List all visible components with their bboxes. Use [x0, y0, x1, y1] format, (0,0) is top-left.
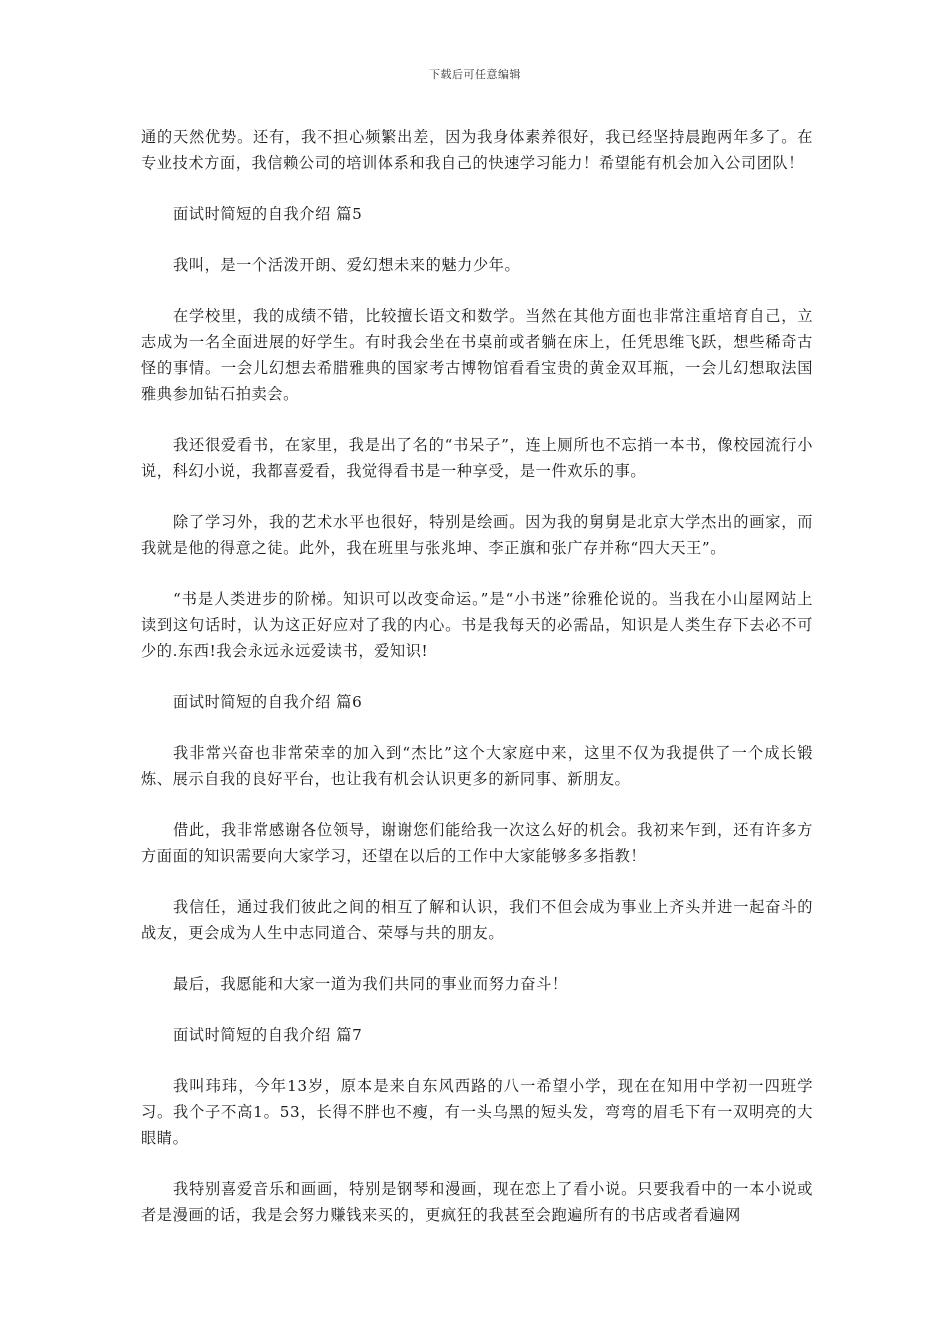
paragraph: 我信任，通过我们彼此之间的相互了解和认识，我们不但会成为事业上齐头并进一起奋斗的战友，更会成为人生中志同道合、荣辱与共的朋友。	[141, 898, 813, 942]
document-body	[141, 124, 813, 1253]
page-header: 下载后可任意编辑	[429, 68, 521, 81]
paragraph: 我叫玮玮，今年13岁，原本是来自东风西路的八一希望小学，现在在知用中学初一四班学习。我个子不高1。53，长得不胖也不瘦，有一头乌黑的短头发，弯弯的眉毛下有一双明亮的大眼睛。	[141, 1077, 813, 1147]
section-heading: 面试时简短的自我介绍 篇5	[173, 205, 363, 223]
paragraph: 在学校里，我的成绩不错，比较擅长语文和数学。当然在其他方面也非常注重培育自己，立志成为一名全面进展的好学生。有时我会坐在书桌前或者躺在床上，任凭思维飞跃，想些稀奇古怪的事情。一会儿幻想去希腊雅典的国家考古博物馆看看宝贵的黄金双耳瓶，一会儿幻想取法国雅典参加钻石拍卖会。	[141, 307, 813, 403]
paragraph: 除了学习外，我的艺术水平也很好，特别是绘画。因为我的舅舅是北京大学杰出的画家，而我就是他的得意之徒。此外，我在班里与张兆坤、李正旗和张广存并称“四大天王”。	[141, 513, 813, 557]
paragraph: 我还很爱看书，在家里，我是出了名的“书呆子”，连上厕所也不忘捎一本书，像校园流行小说，科幻小说，我都喜爱看，我觉得看书是一种享受，是一件欢乐的事。	[141, 436, 813, 480]
section-heading: 面试时简短的自我介绍 篇6	[173, 693, 363, 711]
paragraph: 通的天然优势。还有，我不担心频繁出差，因为我身体素养很好，我已经坚持晨跑两年多了。在专业技术方面，我信赖公司的培训体系和我自己的快速学习能力！希望能有机会加入公司团队！	[141, 128, 813, 172]
paragraph: “书是人类进步的阶梯。知识可以改变命运。”是“小书迷”徐雅伦说的。当我在小山屋网站上读到这句话时，认为这正好应对了我的内心。书是我每天的必需品，知识是人类生存下去必不可少的.东西!我会永远永远爱读书，爱知识!	[141, 590, 813, 660]
paragraph: 借此，我非常感谢各位领导，谢谢您们能给我一次这么好的机会。我初来乍到，还有许多方方面面的知识需要向大家学习，还望在以后的工作中大家能够多多指教！	[141, 821, 813, 865]
paragraph: 我叫，是一个活泼开朗、爱幻想未来的魅力少年。	[173, 256, 521, 274]
paragraph: 我非常兴奋也非常荣幸的加入到“杰比”这个大家庭中来，这里不仅为我提供了一个成长锻炼、展示自我的良好平台，也让我有机会认识更多的新同事、新朋友。	[141, 744, 813, 788]
section-heading: 面试时简短的自我介绍 篇7	[173, 1026, 363, 1044]
paragraph: 我特别喜爱音乐和画画，特别是钢琴和漫画，现在恋上了看小说。只要我看中的一本小说或者是漫画的话，我是会努力赚钱来买的，更疯狂的我甚至会跑遍所有的书店或者看遍网	[141, 1180, 813, 1224]
paragraph: 最后，我愿能和大家一道为我们共同的事业而努力奋斗！	[173, 975, 568, 993]
